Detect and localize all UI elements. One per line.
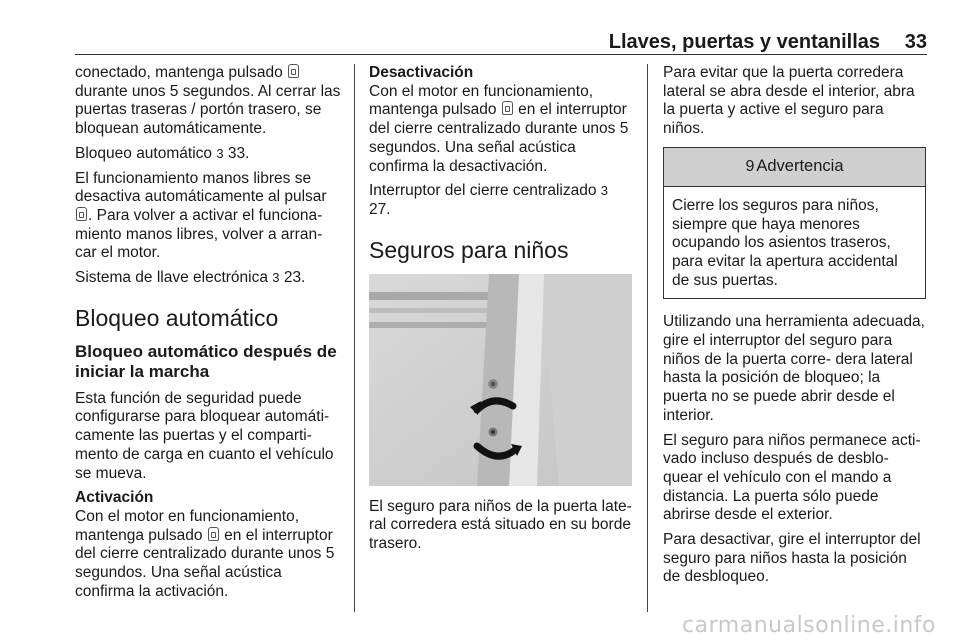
lock-key-icon	[208, 527, 219, 541]
paragraph-switch-ref: Interruptor del cierre centralizado 3 27.	[369, 182, 608, 218]
column-2	[369, 64, 632, 560]
paragraph-prevent-opening: Para evitar que la puerta corredera lateral se abra desde el interior, abra la puerta y active el seguro para niños.	[663, 64, 915, 138]
page-ref-icon: 3	[600, 183, 608, 199]
photo-caption: El seguro para niños de la puerta late‐ ral corredera está situado en su borde trasero.	[369, 497, 632, 553]
paragraph-safety: Esta función de seguridad puede configurarse para bloquear automáti‐ camente las puertas y el comparti‐ mento de carga en cuanto el vehículo se mueva.	[75, 389, 334, 482]
lock-key-icon	[288, 64, 299, 78]
paragraph-tool: Utilizando una herramienta adecuada, gire el interruptor del seguro para niños de la puerta corre‐ dera lateral hasta la posición de bloqueo; la puerta no se puede abrir desde el interior.	[663, 313, 925, 424]
warning-text: Cierre los seguros para niños, siempre que haya menores ocupando los asientos traseros, para evitar la apertura accidental de sus puertas.	[672, 196, 898, 289]
column-1	[75, 64, 343, 607]
column-divider-1	[354, 64, 355, 612]
lock-key-icon	[502, 101, 513, 115]
subsection-heading: Bloqueo automático después de iniciar la marcha	[75, 341, 337, 381]
section-heading-autolock: Bloqueo automático	[75, 304, 279, 331]
activation-label: Activación	[75, 489, 154, 507]
paragraph-activation: Con el motor en funcionamiento, mantenga pulsado en el interruptor del cierre centralizado durante unos 5 segundos. Una señal acústica confirma la activación.	[75, 507, 335, 600]
watermark: carmanualsonline.info	[682, 613, 936, 638]
section-heading-child-locks: Seguros para niños	[369, 236, 569, 263]
column-3	[663, 64, 926, 593]
lock-key-icon	[76, 207, 87, 221]
warning-triangle-icon: 9	[745, 157, 755, 175]
page-header-title: Llaves, puertas y ventanillas	[608, 31, 880, 53]
warning-header	[664, 148, 925, 187]
warning-body	[664, 187, 925, 299]
paragraph-intro: conectado, mantenga pulsado durante unos 5 segundos. Al cerrar las puertas traseras / portón trasero, se bloquean automáticamente.	[75, 64, 341, 138]
paragraph-deactivation: Con el motor en funcionamiento, mantenga pulsado en el interruptor del cierre centralizado durante unos 5 segundos. Una señal acústica confirma la desactivación.	[369, 82, 629, 175]
page-number: 33	[904, 31, 927, 53]
column-divider-2	[647, 64, 648, 612]
warning-title: Advertencia	[756, 157, 844, 176]
paragraph-autolock-ref: Bloqueo automático 3 33.	[75, 144, 250, 162]
paragraph-handsfree: El funcionamiento manos libres se desactiva automáticamente al pulsar . Para volver a activar el funciona‐ miento manos libres, volver a arran‐ car el motor.	[75, 169, 327, 262]
header-rule	[75, 54, 927, 55]
warning-box	[663, 147, 926, 300]
paragraph-deactivate: Para desactivar, gire el interruptor del seguro para niños hasta la posición de desbloqueo.	[663, 531, 921, 586]
deactivation-label: Desactivación	[369, 64, 474, 81]
paragraph-ekey-ref: Sistema de llave electrónica 3 23.	[75, 269, 306, 287]
page-ref-icon: 3	[272, 270, 280, 286]
paragraph-remains-active: El seguro para niños permanece acti‐ vado incluso después de desblo‐ quear el vehículo con el mando a distancia. La puerta sólo puede abrirse desde el exterior.	[663, 431, 921, 524]
child-lock-photo	[369, 274, 632, 486]
page-ref-icon: 3	[216, 145, 224, 161]
